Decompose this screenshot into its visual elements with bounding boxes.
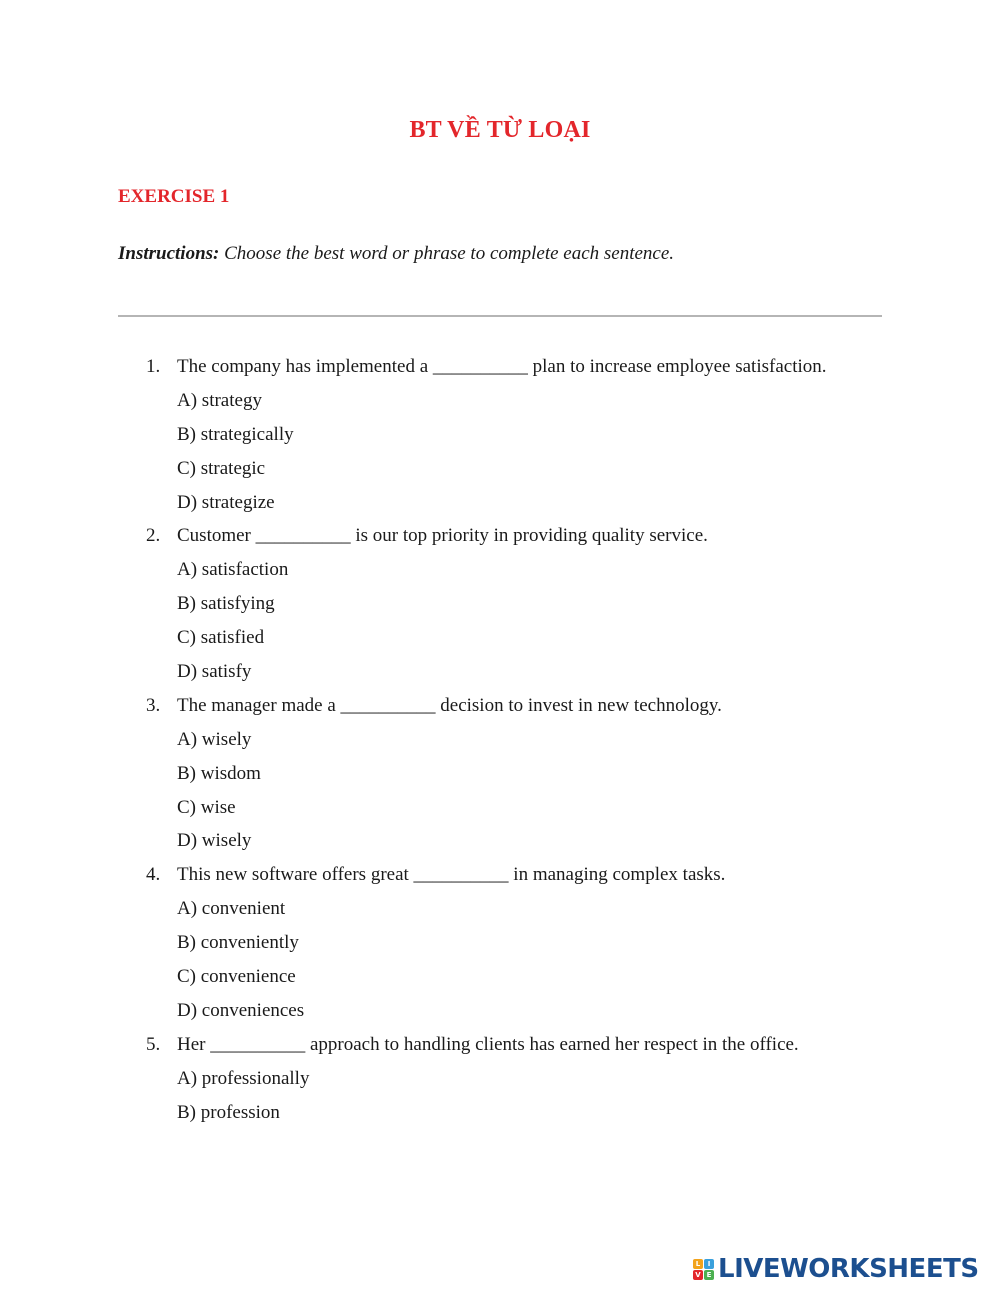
- question-item: [0, 694, 1000, 863]
- answer-option[interactable]: [0, 592, 1000, 626]
- question-number: 4.: [146, 864, 161, 886]
- answer-option-label: C) strategic: [177, 457, 266, 479]
- instructions-text: Choose the best word or phrase to complete each sentence.: [219, 243, 675, 264]
- answer-option-label: C) convenience: [177, 966, 296, 988]
- question-text: The company has implemented a __________ plan to increase employee satisfaction.: [177, 356, 827, 377]
- answer-option[interactable]: [0, 1067, 1000, 1101]
- answer-option[interactable]: [0, 829, 1000, 863]
- question-number: 2.: [146, 525, 161, 547]
- answer-option[interactable]: [0, 728, 1000, 762]
- question-list: [0, 355, 1000, 1134]
- instructions: [118, 243, 674, 265]
- answer-option[interactable]: [0, 1101, 1000, 1135]
- answer-option[interactable]: [0, 491, 1000, 525]
- answer-option[interactable]: [0, 762, 1000, 796]
- question-number: 3.: [146, 694, 161, 716]
- answer-option-label: C) satisfied: [177, 627, 265, 649]
- question-number: 1.: [146, 356, 161, 377]
- answer-option[interactable]: [0, 796, 1000, 830]
- answer-option[interactable]: [0, 457, 1000, 491]
- answer-option[interactable]: [0, 897, 1000, 931]
- question-line: [0, 863, 1000, 897]
- answer-option-label: D) strategize: [177, 491, 275, 513]
- question-text: Customer __________ is our top priority in providing quality service.: [177, 525, 708, 547]
- answer-option-label: B) profession: [177, 1101, 280, 1123]
- document-title: BT VỀ TỪ LOẠI: [409, 117, 591, 143]
- answer-option-label: A) strategy: [177, 389, 262, 411]
- answer-option-label: B) strategically: [177, 423, 294, 445]
- question-line: [0, 524, 1000, 558]
- logo-mark-letter: L: [693, 1259, 703, 1269]
- section-divider: [118, 315, 882, 317]
- answer-option-label: D) satisfy: [177, 661, 252, 683]
- logo-mark-letter: I: [704, 1259, 714, 1269]
- answer-option[interactable]: [0, 626, 1000, 660]
- question-line: [0, 694, 1000, 728]
- logo-mark-letter: E: [704, 1270, 714, 1280]
- answer-option-label: A) satisfaction: [177, 559, 289, 581]
- answer-option[interactable]: [0, 660, 1000, 694]
- answer-option[interactable]: [0, 558, 1000, 592]
- answer-option-label: A) professionally: [177, 1067, 310, 1089]
- answer-option-label: D) wisely: [177, 830, 252, 852]
- question-text: The manager made a __________ decision to invest in new technology.: [177, 694, 722, 716]
- answer-option-label: D) conveniences: [177, 999, 305, 1021]
- question-item: [0, 1033, 1000, 1135]
- answer-option[interactable]: [0, 423, 1000, 457]
- question-text: Her __________ approach to handling clients has earned her respect in the office.: [177, 1033, 799, 1055]
- exercise-heading: EXERCISE 1: [118, 186, 230, 207]
- answer-option-label: C) wise: [177, 796, 236, 818]
- question-item: [0, 355, 1000, 524]
- question-line: [0, 355, 1000, 389]
- answer-option[interactable]: [0, 931, 1000, 965]
- liveworksheets-logo: [693, 1254, 979, 1284]
- question-item: [0, 863, 1000, 1032]
- question-text: This new software offers great __________ in managing complex tasks.: [177, 864, 726, 886]
- answer-option-label: B) satisfying: [177, 593, 275, 615]
- question-line: [0, 1033, 1000, 1067]
- answer-option-label: A) wisely: [177, 728, 252, 750]
- answer-option[interactable]: [0, 999, 1000, 1033]
- logo-text: LIVEWORKSHEETS: [718, 1254, 979, 1284]
- logo-mark-letter: V: [693, 1270, 703, 1280]
- liveworksheets-logo-icon: [693, 1259, 714, 1280]
- answer-option[interactable]: [0, 965, 1000, 999]
- answer-option[interactable]: [0, 389, 1000, 423]
- answer-option-label: B) conveniently: [177, 932, 299, 954]
- question-item: [0, 524, 1000, 693]
- instructions-label: Instructions:: [118, 243, 220, 264]
- question-number: 5.: [146, 1033, 161, 1055]
- answer-option-label: B) wisdom: [177, 762, 261, 784]
- answer-option-label: A) convenient: [177, 898, 286, 920]
